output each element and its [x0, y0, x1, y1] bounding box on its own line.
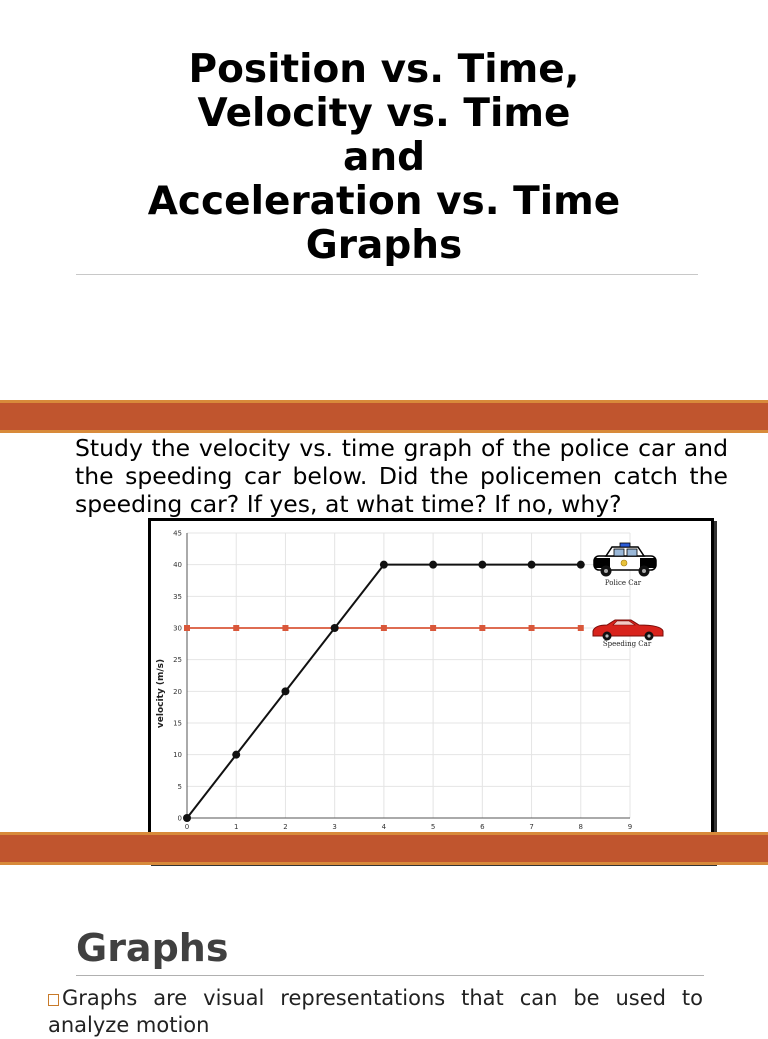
slide-title: [60, 48, 708, 268]
x-tick-label: 4: [381, 823, 387, 831]
police-car-point: [528, 561, 536, 569]
x-tick-label: 6: [480, 823, 485, 831]
police-car-point: [281, 687, 289, 695]
y-tick-label: 45: [173, 529, 182, 538]
police-car-icon: [594, 543, 656, 577]
y-tick-label: 0: [177, 814, 182, 823]
speeding-car-point: [578, 625, 584, 631]
police-car-point: [429, 561, 437, 569]
speeding-car-point: [381, 625, 387, 631]
police-car-point: [478, 561, 486, 569]
slide-header-band: [0, 400, 768, 433]
chart-svg: [151, 521, 711, 860]
checkbox-bullet-icon: [48, 994, 59, 1006]
police-car-point: [577, 561, 585, 569]
slide-footer-band: [0, 832, 768, 865]
x-tick-label: 9: [627, 823, 633, 831]
y-tick-label: 10: [173, 751, 182, 760]
section-heading: Graphs: [76, 926, 229, 970]
police-car-point: [331, 624, 339, 632]
y-tick-label: 15: [173, 719, 182, 728]
x-tick-label: 2: [283, 823, 288, 831]
x-tick-label: 5: [430, 823, 436, 831]
x-tick-label: 8: [578, 823, 584, 831]
y-axis-label: velocity (m/s): [156, 658, 166, 729]
speeding-car-point: [233, 625, 239, 631]
speeding-car-point: [282, 625, 288, 631]
chart-grid: [187, 533, 630, 818]
title-line: Acceleration vs. Time: [147, 179, 621, 224]
y-tick-label: 25: [173, 656, 182, 665]
speeding-car-icon: [593, 620, 663, 641]
bullet-text: Graphs are visual representations that can be used to analyze motion: [48, 986, 703, 1037]
title-line: and: [343, 135, 425, 180]
velocity-time-chart: [148, 518, 714, 863]
x-tick-label: 1: [233, 823, 239, 831]
title-divider: [76, 274, 698, 275]
speeding-car-point: [430, 625, 436, 631]
heading-divider: [76, 975, 704, 976]
police-car-point: [183, 814, 191, 822]
y-tick-label: 20: [173, 687, 182, 696]
police-car-point: [232, 751, 240, 759]
x-tick-label: 0: [184, 823, 190, 831]
y-tick-label: 40: [173, 561, 182, 570]
police-car-label: Police Car: [604, 579, 642, 587]
bullet-item: [48, 985, 703, 1039]
speeding-car-point: [479, 625, 485, 631]
title-line: Graphs: [305, 223, 463, 268]
x-tick-label: 3: [332, 823, 337, 831]
police-car-point: [380, 561, 388, 569]
y-tick-label: 35: [173, 592, 182, 601]
speeding-car-point: [184, 625, 190, 631]
x-tick-label: 7: [529, 823, 534, 831]
y-tick-label: 30: [173, 624, 182, 633]
y-tick-label: 5: [177, 782, 182, 791]
title-line: Position vs. Time,: [188, 47, 580, 92]
title-line: Velocity vs. Time: [197, 91, 571, 136]
chart-axes: [187, 533, 630, 818]
speeding-car-point: [529, 625, 535, 631]
chart-tick-labels: [173, 530, 632, 832]
question-text: Study the velocity vs. time graph of the police car and the speeding car below. Did the policemen catch the speeding car? If yes, at what time? If no, why?: [75, 434, 728, 518]
speeding-car-label: Speeding Car: [602, 640, 652, 648]
